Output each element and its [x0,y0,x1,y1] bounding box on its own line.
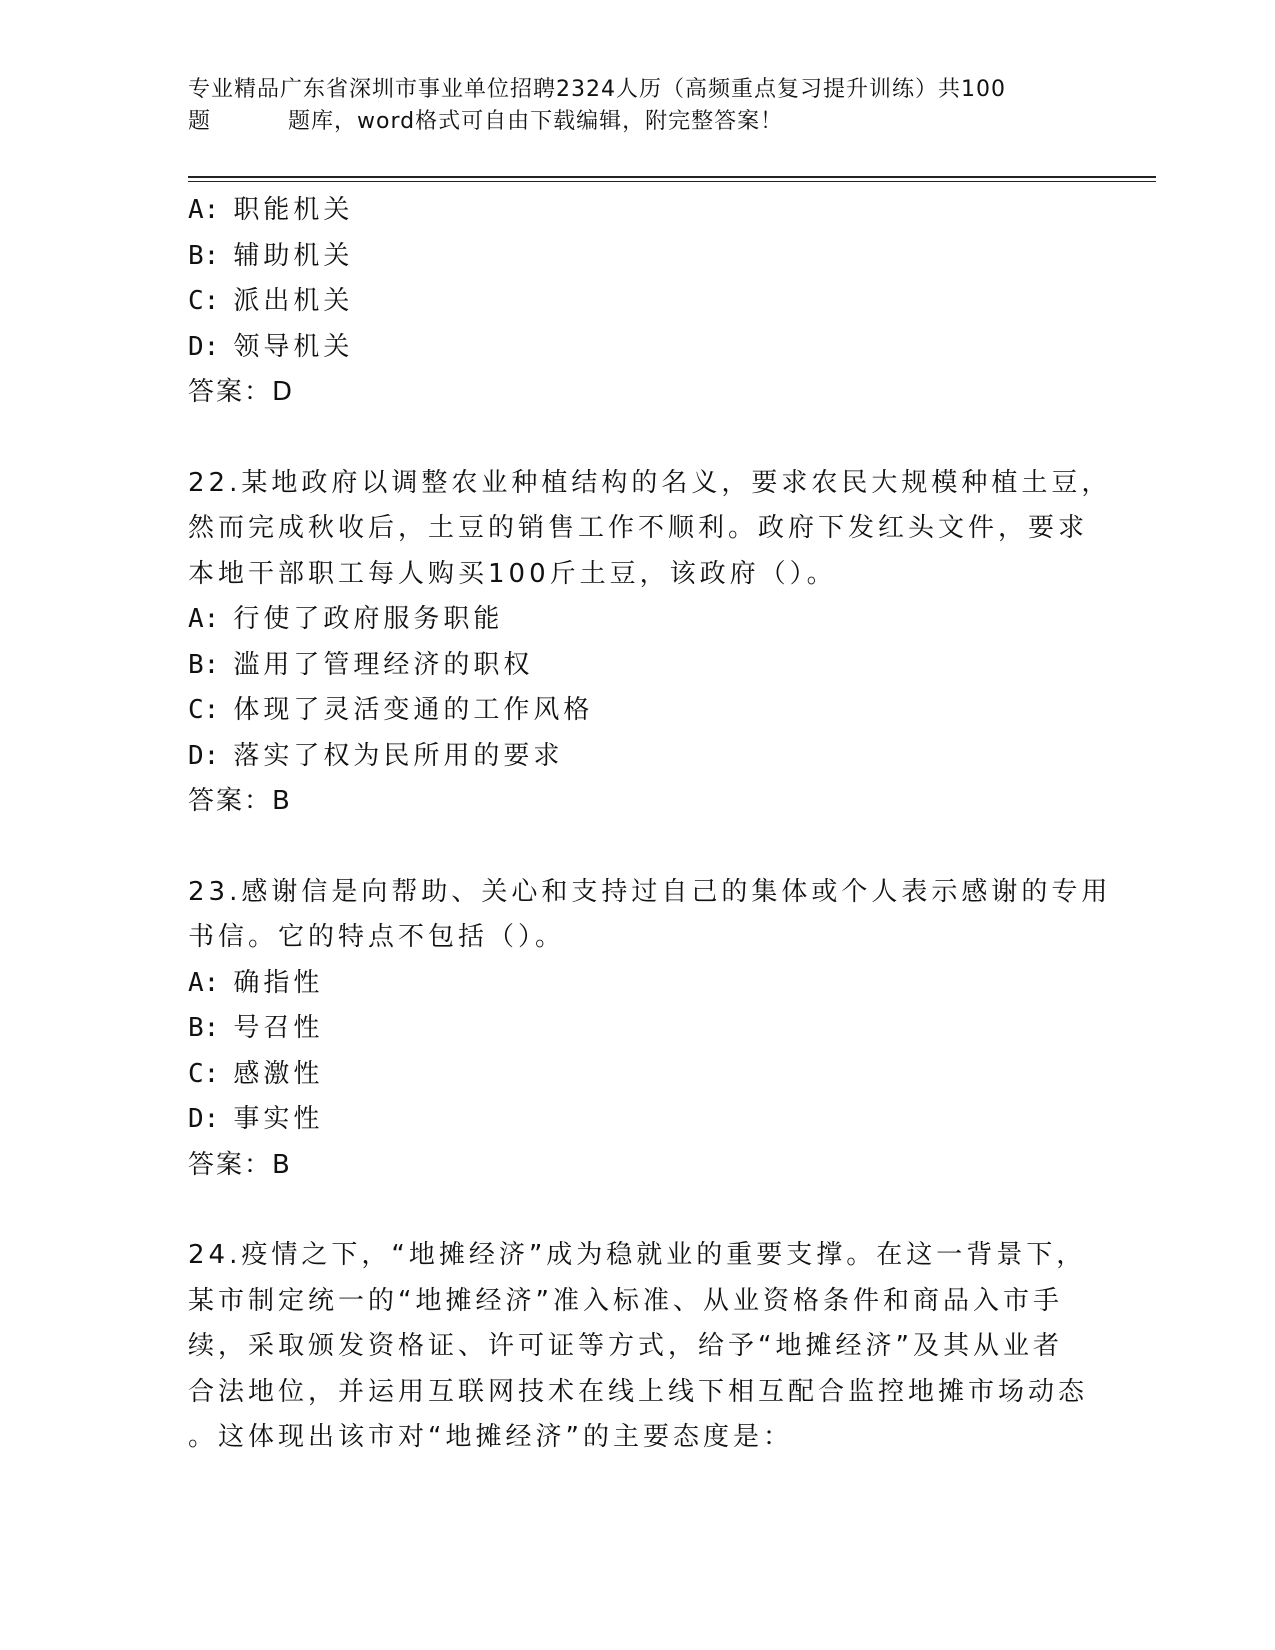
question-text-line: 24.疫情之下，“地摊经济”成为稳就业的重要支撑。在这一背景下， [188,1240,1087,1270]
header-line-2 [188,106,1068,138]
question-text-line: 然而完成秋收后，土豆的销售工作不顺利。政府下发红头文件，要求 [188,513,1089,543]
option-d: D: 事实性 [188,1104,324,1134]
question-list [188,188,1112,1461]
header-title-continued: 题 [188,109,212,134]
question-text-line: 23.感谢信是向帮助、关心和支持过自己的集体或个人表示感谢的专用 [188,876,1112,907]
option-a: A: 职能机关 [188,195,354,225]
header-rule-thin [188,181,1156,182]
question-block-24 [188,1233,1088,1461]
header-subtitle: 题库，word格式可自由下载编辑，附完整答案！ [288,109,784,134]
option-d: D: 领导机关 [188,331,354,362]
question-block-22 [188,461,1112,825]
option-c: C: 体现了灵活变通的工作风格 [188,695,594,725]
answer-line: 答案：D [188,377,295,407]
option-b: B: 辅助机关 [188,240,354,271]
header-line-1 [188,74,1068,106]
question-text-line: 某市制定统一的“地摊经济”准入标准、从业资格条件和商品入市手 [188,1285,1063,1316]
question-text-line: 本地干部职工每人购买100斤土豆，该政府（）。 [188,558,837,589]
question-block-23 [188,870,1112,1189]
option-b: B: 号召性 [188,1013,324,1043]
question-text-line: 合法地位，并运用互联网技术在线上线下相互配合监控地摊市场动态 [188,1376,1089,1407]
answer-line: 答案：B [188,1149,292,1180]
question-text-line: 续，采取颁发资格证、许可证等方式，给予“地摊经济”及其从业者 [188,1331,1063,1361]
option-a: A: 行使了政府服务职能 [188,604,504,634]
option-c: C: 感激性 [188,1058,324,1089]
option-d: D: 落实了权为民所用的要求 [188,740,564,771]
option-c: C: 派出机关 [188,286,354,316]
question-text-line: 书信。它的特点不包括（）。 [188,922,566,952]
header-rule-thick [188,176,1156,178]
question-text-line: 22.某地政府以调整农业种植结构的名义，要求农民大规模种植土豆， [188,467,1112,498]
question-block-21 [188,188,1088,416]
spacer [188,416,1088,461]
spacer [188,1188,1088,1233]
header-title: 专业精品广东省深圳市事业单位招聘2324人历（高频重点复习提升训练）共100 [188,77,1006,102]
question-text-line: 。这体现出该市对“地摊经济”的主要态度是： [188,1422,793,1452]
document-header [188,74,1068,138]
option-a: A: 确指性 [188,967,324,998]
answer-line: 答案：B [188,786,292,816]
spacer [188,825,1088,870]
option-b: B: 滥用了管理经济的职权 [188,649,534,680]
